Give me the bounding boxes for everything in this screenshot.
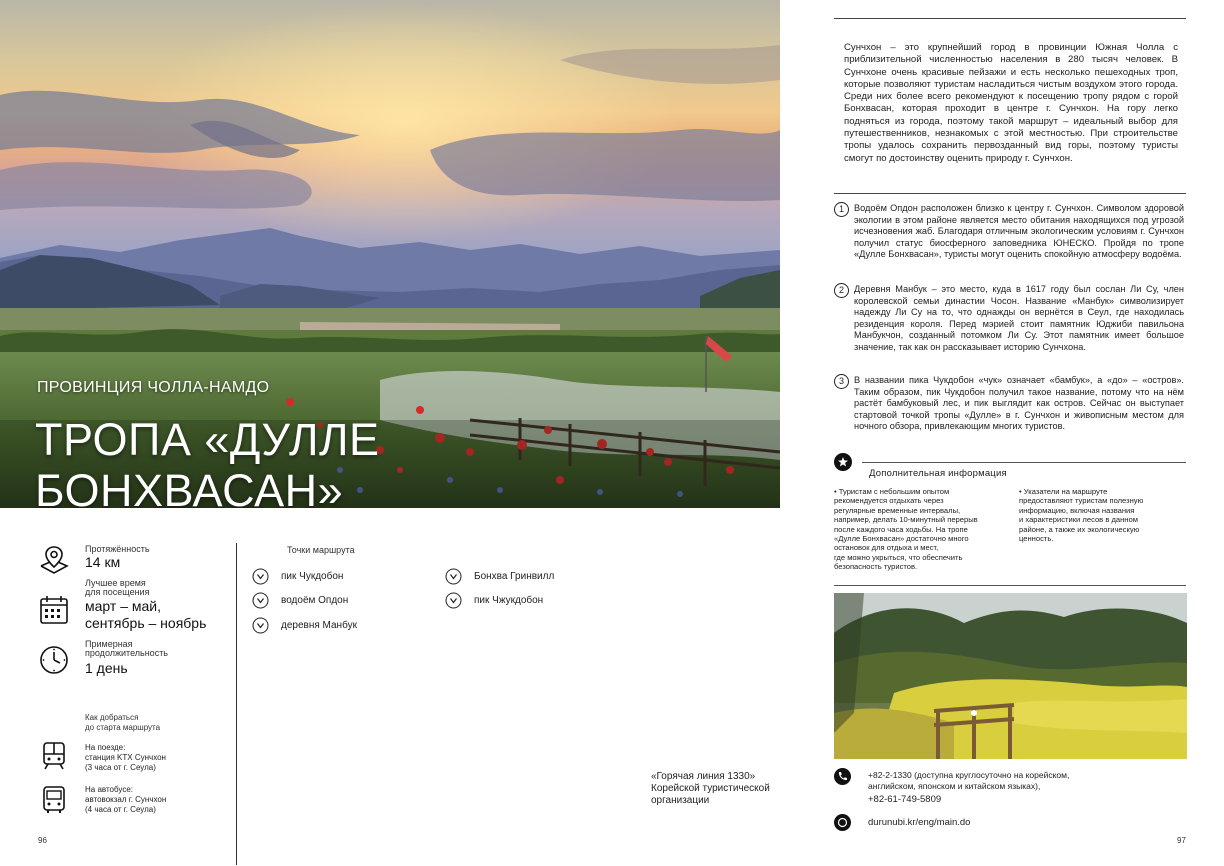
star-badge-icon (834, 453, 852, 471)
bullet-line: районе, а также их экологическую (1019, 524, 1140, 534)
trail-photo (834, 593, 1187, 759)
region-label: ПРОВИНЦИЯ ЧОЛЛА-НАМДО (37, 379, 270, 396)
page-number-right: 97 (1177, 836, 1186, 845)
season-label-1: Лучшее время (85, 578, 146, 588)
chevron-down-circle-icon (252, 568, 269, 585)
page-number-left: 96 (38, 836, 47, 845)
bullet-line: «Дулле Бонхвасан» достаточно много (834, 534, 969, 543)
route-point-label: пик Чукдобон (281, 570, 344, 582)
bullet-line: информацию, включая названия (1019, 505, 1135, 515)
route-point (445, 568, 554, 584)
phone-icon (834, 768, 851, 785)
hero-photo (0, 0, 780, 508)
route-point (252, 592, 348, 608)
chevron-down-circle-icon (252, 592, 269, 609)
item-number: 3 (834, 374, 849, 389)
phone-line-2: английском, японском и китайском языках), (868, 781, 1041, 791)
bullet-line: и характеристики лесов в данном (1019, 515, 1138, 525)
item-number: 1 (834, 202, 849, 217)
route-point-label: Бонхва Гринвилл (474, 570, 555, 582)
additional-info-heading: Дополнительная информация (869, 468, 1007, 479)
bullet-line: • Туристам с небольшим опытом (834, 487, 950, 496)
item-text: В названии пика Чукдобон «чук» означает «бамбук», а «до» – «остров». Таким образом, пик Чукдобон получил такое название, потому что на нём растёт бамбуковый лес, и пик выглядит как остров. Сейчас он выступает стартовой точкой тропы «Дулле» в г. Сунчхон и живописным местом для ночного обзора, привлекающим многих туристов. (854, 375, 1184, 431)
season-value-1: март – май, (85, 598, 161, 614)
duration-value: 1 день (85, 660, 128, 676)
season-value-2: сентябрь – ноябрь (85, 615, 207, 631)
hotline-line-2: Корейской туристической (651, 783, 770, 794)
bullet-line: остановок для отдыха и мест, (834, 543, 939, 553)
duration-label-2: продолжительность (85, 648, 168, 658)
title-line-2: БОНХВАСАН» (35, 465, 344, 508)
route-point-label: водоём Опдон (281, 594, 349, 606)
bus-icon (40, 785, 68, 815)
title-line-1: ТРОПА «ДУЛЛЕ (35, 414, 380, 465)
length-label: Протяжённость (85, 544, 150, 554)
phone-line-1: +82-2-1330 (доступна круглосуточно на корейском, (868, 770, 1070, 780)
route-point (252, 617, 357, 633)
season-label-2: для посещения (85, 587, 150, 597)
train-line-2: станция KTX Сунчхон (85, 753, 166, 762)
page-title (35, 414, 380, 508)
route-point-label: пик Чжукдобон (474, 594, 544, 606)
divider (834, 585, 1186, 586)
item-text: Деревня Манбук – это место, куда в 1617 году был сослан Ли Су, член королевской семьи династии Чосон. Название «Манбук» символизирует надежду Ли Су на то, что однажды он вернётся в Сеул, где находилась резиденция короля. Перед мэрией стоит памятник Юджиби павильона Манбукчон, созданный потомком Ли Су. Этот памятник имеет большое значение, так как он рассказывает историю Сунчхона. (854, 284, 1184, 352)
route-heading: Точки маршрута (287, 545, 355, 555)
bullet-line: где можно укрыться, что обеспечить (834, 552, 963, 562)
chevron-down-circle-icon (445, 568, 462, 585)
divider (862, 462, 1186, 463)
calendar-icon (38, 594, 70, 626)
bus-line-1: На автобусе: (85, 785, 133, 794)
bullet-line: после каждого часа ходьбы. На тропе (834, 524, 968, 534)
bullet-line: например, делать 10-минутный перерыв (834, 515, 978, 525)
column-divider (236, 543, 237, 865)
bullet-line: безопасность туристов. (834, 562, 918, 572)
train-icon (40, 741, 68, 771)
map-pin-icon (38, 544, 70, 576)
getting-there-heading-2: до старта маршрута (85, 723, 161, 732)
bullet-line: • Указатели на маршруте (1019, 487, 1108, 496)
intro-paragraph: Сунчхон – это крупнейший город в провинции Южная Чолла с приблизительной численностью населения в 280 тысяч человек. В Сунчхоне очень красивые пейзажи и есть несколько пешеходных троп, которые позволяют туристам насладиться чистым воздухом этого города. Среди них более всего рекомендуют к посещению тропу рядом с горой Бонхвасан, которая проходит в центре г. Сунчхон. На гору легко подняться из города, поэтому такой маршрут – идеальный выбор для путешественников, незнакомых с этой местностью. При строительстве тропы удалось сохранить первозданный вид горы, поэтому туристы смогут по достоинству оценить природу г. Сунчхон. (844, 42, 1178, 164)
train-line-3: (3 часа от г. Сеула) (85, 763, 156, 772)
hotline-line-1: «Горячая линия 1330» (651, 771, 756, 782)
chevron-down-circle-icon (252, 617, 269, 634)
phone-line-3: +82-61-749-5809 (868, 794, 942, 805)
hotline-line-3: организации (651, 795, 710, 806)
item-text: Водоём Опдон расположен близко к центру г. Сунчхон. Символом здоровой экологии в этом районе является место обитания находящихся под угрозой исчезновения жаб. Благодаря отличным экологическим условиям г. Сунчхон получил статус биосферного заповедника ЮНЕСКО. Пройдя по тропе «Дулле Бонхвасан», туристы могут оценить спокойную атмосферу водоёма. (854, 203, 1184, 259)
bullet-line: предоставляют туристам полезную (1019, 496, 1144, 506)
item-number: 2 (834, 283, 849, 298)
bus-line-3: (4 часа от г. Сеула) (85, 805, 156, 814)
chevron-down-circle-icon (445, 592, 462, 609)
getting-there-heading-1: Как добраться (85, 713, 139, 722)
bullet-line: рекомендуется отдыхать через (834, 496, 944, 506)
route-point (252, 568, 343, 584)
hotline-note (651, 771, 770, 807)
getting-there-heading (85, 713, 160, 733)
website-link[interactable]: durunubi.kr/eng/main.do (868, 817, 971, 828)
clock-icon (38, 644, 70, 676)
rapeseed-trail-image (834, 593, 1187, 759)
duration-label-1: Примерная (85, 639, 133, 649)
route-point-label: деревня Манбук (281, 619, 357, 631)
globe-icon (834, 814, 851, 831)
bullet-line: регулярные временные интервалы, (834, 505, 961, 515)
bus-line-2: автовокзал г. Сунчхон (85, 795, 167, 804)
train-line-1: На поезде: (85, 743, 126, 752)
bullet-line: ценность. (1019, 534, 1054, 543)
route-point (445, 592, 543, 608)
length-value: 14 км (85, 554, 121, 570)
